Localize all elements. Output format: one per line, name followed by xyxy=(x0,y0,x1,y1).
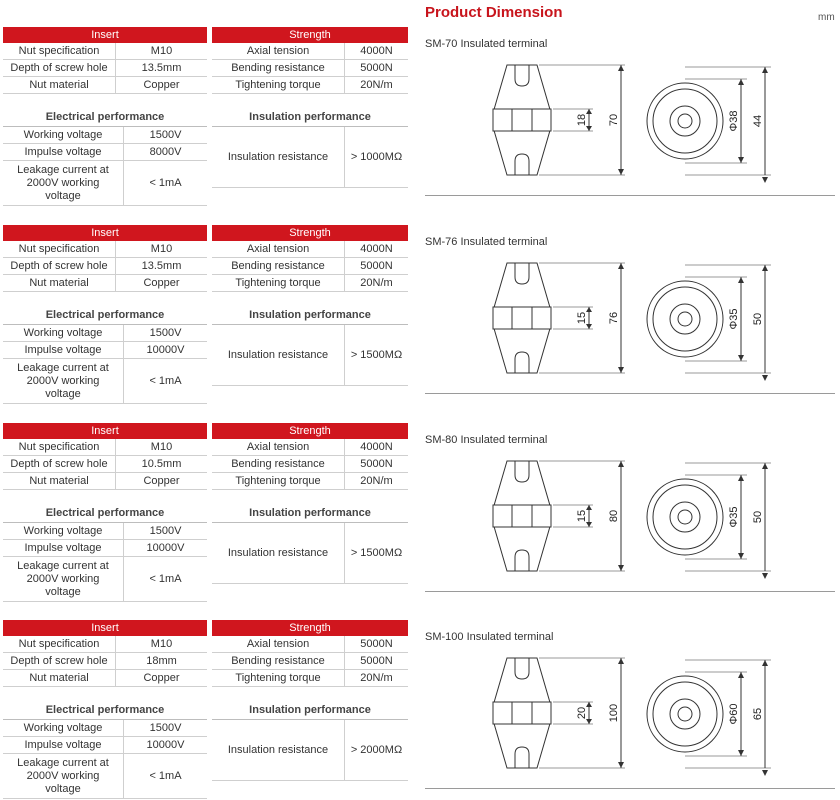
diameter-dimension-label: Φ35 xyxy=(728,308,740,330)
spec-label: Leakage current at 2000V working voltage xyxy=(3,359,124,404)
outer-dimension-label: 50 xyxy=(752,312,764,326)
electrical-header: Electrical performance xyxy=(3,108,207,127)
electrical-table xyxy=(3,701,207,799)
spec-value: > 2000MΩ xyxy=(345,720,409,781)
spec-label: Depth of screw hole xyxy=(3,456,116,473)
spec-label: Tightening torque xyxy=(212,670,345,687)
spec-value: 10000V xyxy=(124,342,208,359)
spec-label: Nut material xyxy=(3,670,116,687)
spec-label: Working voltage xyxy=(3,325,124,342)
side-view xyxy=(493,65,625,175)
band-dimension-label: 15 xyxy=(576,509,588,523)
outer-dimension-label: 50 xyxy=(752,510,764,524)
spec-value: 10000V xyxy=(124,540,208,557)
insulation-table xyxy=(212,108,408,188)
outer-hexagon-circle xyxy=(647,676,723,752)
insulation-header: Insulation performance xyxy=(212,108,408,127)
spec-value: 20N/m xyxy=(345,77,409,94)
strength-table xyxy=(212,225,408,292)
spec-value: < 1mA xyxy=(124,359,208,404)
body-circle xyxy=(653,682,717,746)
insulation-header: Insulation performance xyxy=(212,306,408,325)
insert-header: Insert xyxy=(3,225,207,241)
electrical-header: Electrical performance xyxy=(3,306,207,325)
spec-label: Axial tension xyxy=(212,43,345,60)
spec-label: Impulse voltage xyxy=(3,540,124,557)
insert-header: Insert xyxy=(3,27,207,43)
spec-value: 1500V xyxy=(124,523,208,540)
nut-band xyxy=(493,307,551,329)
spec-value: > 1000MΩ xyxy=(345,127,409,188)
terminal-label: SM-80 Insulated terminal xyxy=(425,434,548,446)
insert-ring xyxy=(670,304,700,334)
section-divider xyxy=(425,788,835,789)
spec-label: Depth of screw hole xyxy=(3,258,116,275)
outer-hexagon-circle xyxy=(647,83,723,159)
spec-label: Tightening torque xyxy=(212,275,345,292)
spec-label: Nut material xyxy=(3,275,116,292)
insert-ring xyxy=(670,502,700,532)
electrical-table xyxy=(3,306,207,404)
spec-label: Leakage current at 2000V working voltage xyxy=(3,557,124,602)
nut-band xyxy=(493,702,551,724)
height-dimension-label: 100 xyxy=(608,703,620,723)
spec-label: Working voltage xyxy=(3,720,124,737)
insert-header: Insert xyxy=(3,620,207,636)
insulation-header: Insulation performance xyxy=(212,504,408,523)
side-view xyxy=(493,263,625,373)
insert-ring xyxy=(670,699,700,729)
spec-value: < 1mA xyxy=(124,557,208,602)
strength-header: Strength xyxy=(212,225,408,241)
spec-value: < 1mA xyxy=(124,754,208,799)
spec-label: Bending resistance xyxy=(212,653,345,670)
strength-table xyxy=(212,27,408,94)
page-title: Product Dimension xyxy=(425,4,563,21)
screw-hole xyxy=(678,312,692,326)
spec-value: 10.5mm xyxy=(116,456,208,473)
spec-value: 1500V xyxy=(124,720,208,737)
spec-value: > 1500MΩ xyxy=(345,523,409,584)
section-divider xyxy=(425,393,835,394)
spec-label: Depth of screw hole xyxy=(3,60,116,77)
spec-value: 13.5mm xyxy=(116,60,208,77)
spec-value: 4000N xyxy=(345,439,409,456)
insert-table xyxy=(3,620,207,687)
spec-value: Copper xyxy=(116,473,208,490)
band-dimension-label: 18 xyxy=(576,113,588,127)
screw-hole xyxy=(678,510,692,524)
insert-ring xyxy=(670,106,700,136)
spec-value: 5000N xyxy=(345,636,409,653)
spec-value: 8000V xyxy=(124,144,208,161)
screw-hole xyxy=(678,114,692,128)
terminal-drawing xyxy=(425,650,805,776)
strength-table xyxy=(212,423,408,490)
terminal-label: SM-70 Insulated terminal xyxy=(425,38,548,50)
strength-table xyxy=(212,620,408,687)
height-dimension-label: 70 xyxy=(608,113,620,127)
insert-table xyxy=(3,225,207,292)
spec-value: 4000N xyxy=(345,43,409,60)
strength-header: Strength xyxy=(212,620,408,636)
spec-label: Bending resistance xyxy=(212,60,345,77)
outer-hexagon-circle xyxy=(647,281,723,357)
side-view xyxy=(493,461,625,571)
screw-hole xyxy=(678,707,692,721)
spec-value: 20N/m xyxy=(345,473,409,490)
spec-value: M10 xyxy=(116,439,208,456)
spec-value: 18mm xyxy=(116,653,208,670)
insert-header: Insert xyxy=(3,423,207,439)
spec-label: Nut specification xyxy=(3,241,116,258)
electrical-header: Electrical performance xyxy=(3,504,207,523)
strength-header: Strength xyxy=(212,27,408,43)
body-circle xyxy=(653,287,717,351)
height-dimension-label: 76 xyxy=(608,311,620,325)
insert-table xyxy=(3,27,207,94)
spec-value: 20N/m xyxy=(345,670,409,687)
spec-label: Working voltage xyxy=(3,127,124,144)
spec-label: Axial tension xyxy=(212,636,345,653)
insert-table xyxy=(3,423,207,490)
insulation-table xyxy=(212,701,408,781)
outer-dimension-label: 44 xyxy=(752,114,764,128)
terminal-label: SM-76 Insulated terminal xyxy=(425,236,548,248)
spec-value: M10 xyxy=(116,636,208,653)
diameter-dimension-label: Φ38 xyxy=(728,110,740,132)
unit-label: mm xyxy=(818,12,835,23)
spec-label: Leakage current at 2000V working voltage xyxy=(3,161,124,206)
spec-value: 5000N xyxy=(345,456,409,473)
band-dimension-label: 20 xyxy=(576,706,588,720)
spec-label: Tightening torque xyxy=(212,473,345,490)
spec-label: Impulse voltage xyxy=(3,737,124,754)
spec-value: > 1500MΩ xyxy=(345,325,409,386)
electrical-table xyxy=(3,504,207,602)
spec-value: 5000N xyxy=(345,60,409,77)
spec-value: 4000N xyxy=(345,241,409,258)
spec-label: Axial tension xyxy=(212,439,345,456)
spec-value: Copper xyxy=(116,77,208,94)
spec-label: Axial tension xyxy=(212,241,345,258)
diameter-dimension-label: Φ60 xyxy=(728,703,740,725)
height-dimension-label: 80 xyxy=(608,509,620,523)
spec-value: M10 xyxy=(116,241,208,258)
spec-label: Impulse voltage xyxy=(3,342,124,359)
insulation-header: Insulation performance xyxy=(212,701,408,720)
section-divider xyxy=(425,591,835,592)
spec-label: Nut specification xyxy=(3,636,116,653)
diameter-dimension-label: Φ35 xyxy=(728,506,740,528)
spec-value: M10 xyxy=(116,43,208,60)
spec-value: < 1mA xyxy=(124,161,208,206)
spec-label: Working voltage xyxy=(3,523,124,540)
spec-label: Nut material xyxy=(3,473,116,490)
spec-label: Bending resistance xyxy=(212,258,345,275)
spec-label: Impulse voltage xyxy=(3,144,124,161)
spec-label: Depth of screw hole xyxy=(3,653,116,670)
spec-value: 13.5mm xyxy=(116,258,208,275)
nut-band xyxy=(493,109,551,131)
strength-header: Strength xyxy=(212,423,408,439)
electrical-header: Electrical performance xyxy=(3,701,207,720)
side-view xyxy=(493,658,625,768)
spec-value: Copper xyxy=(116,670,208,687)
insulation-table xyxy=(212,306,408,386)
terminal-drawing xyxy=(425,255,805,381)
electrical-table xyxy=(3,108,207,206)
spec-label: Insulation resistance xyxy=(212,127,345,188)
spec-label: Bending resistance xyxy=(212,456,345,473)
body-circle xyxy=(653,89,717,153)
nut-band xyxy=(493,505,551,527)
spec-label: Insulation resistance xyxy=(212,720,345,781)
terminal-label: SM-100 Insulated terminal xyxy=(425,631,554,643)
band-dimension-label: 15 xyxy=(576,311,588,325)
body-circle xyxy=(653,485,717,549)
spec-value: 1500V xyxy=(124,325,208,342)
spec-label: Leakage current at 2000V working voltage xyxy=(3,754,124,799)
spec-value: 5000N xyxy=(345,653,409,670)
spec-label: Tightening torque xyxy=(212,77,345,94)
outer-hexagon-circle xyxy=(647,479,723,555)
spec-value: 20N/m xyxy=(345,275,409,292)
section-divider xyxy=(425,195,835,196)
spec-value: 5000N xyxy=(345,258,409,275)
spec-label: Insulation resistance xyxy=(212,523,345,584)
spec-value: 10000V xyxy=(124,737,208,754)
spec-value: 1500V xyxy=(124,127,208,144)
insulation-table xyxy=(212,504,408,584)
terminal-drawing xyxy=(425,57,805,183)
spec-value: Copper xyxy=(116,275,208,292)
spec-label: Insulation resistance xyxy=(212,325,345,386)
terminal-drawing xyxy=(425,453,805,579)
spec-label: Nut specification xyxy=(3,43,116,60)
spec-label: Nut material xyxy=(3,77,116,94)
outer-dimension-label: 65 xyxy=(752,707,764,721)
spec-label: Nut specification xyxy=(3,439,116,456)
